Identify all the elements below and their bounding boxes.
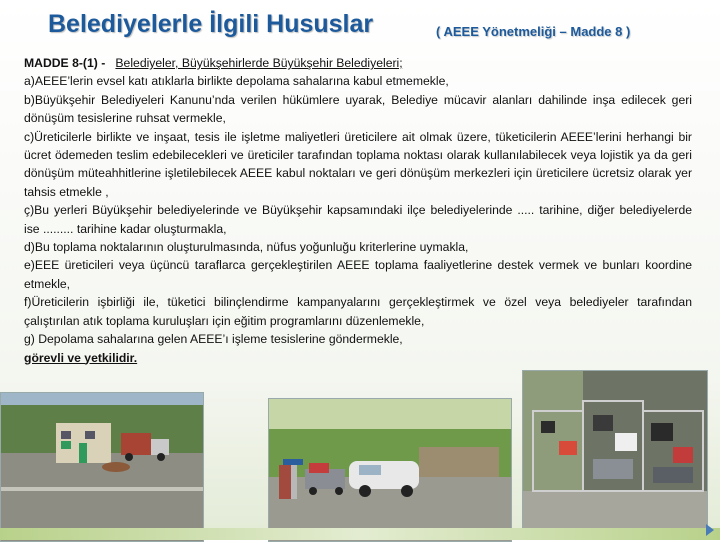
collection-point-photo <box>268 398 512 542</box>
page-subtitle: ( AEEE Yönetmeliği – Madde 8 ) <box>436 24 631 39</box>
title-bar <box>0 0 720 58</box>
madde-intro: Belediyeler, Büyükşehirlerde Büyükşehir Belediyeleri; <box>115 56 403 70</box>
next-arrow-icon <box>706 524 714 536</box>
recycling-site-photo <box>0 392 204 542</box>
list-item-f: f)Üreticilerin işbirliği ile, tüketici bilinçlendirme kampanyalarını gerçekleştirmek ve özel veya belediyeler tarafından çalıştırılan atık toplama kuruluşları için eğitim programlarını düzenlemekle, <box>24 295 692 328</box>
list-item-c-cedilla: ç)Bu yerleri Büyükşehir belediyelerinde ve Büyükşehir kapsamındaki ilçe belediyelerinde ..... tarihine, diğer belediyelerde ise ......... tarihine kadar oluşturmakla, <box>24 203 692 236</box>
list-item-a: a)AEEE’lerin evsel katı atıklarla birlikte depolama sahalarına kabul etmemekle, <box>24 74 449 89</box>
list-item-b: b)Büyükşehir Belediyeleri Kanunu’nda verilen hükümlere uyarak, Belediye mücavir alanları dahilinde inşa edilecek geri dönüşüm tesislerine ruhsat vermekle, <box>24 92 692 126</box>
article-content <box>24 54 692 367</box>
madde-heading <box>24 54 692 72</box>
closing-text: görevli ve yetkilidir. <box>24 350 138 365</box>
footer-accent-bar <box>0 528 720 540</box>
list-item-g: g) Depolama sahalarına gelen AEEE’ı işleme tesislerine göndermekle, <box>24 332 403 347</box>
weee-storage-photo <box>522 370 708 532</box>
madde-number: MADDE 8-(1) - <box>24 56 106 70</box>
list-item-d: d)Bu toplama noktalarının oluşturulmasında, nüfus yoğunluğu kriterlerine uymakla, <box>24 240 469 255</box>
list-item-e: e)EEE üreticileri veya üçüncü taraflarca gerçekleştirilen AEEE toplama faaliyetlerine destek vermek ve bunları koordine etmekle, <box>24 258 692 291</box>
page-title: Belediyelerle İlgili Hususlar <box>48 10 374 38</box>
list-item-c: c)Üreticilerle birlikte ve inşaat, tesis ile işletme maliyetleri üreticilere ait olmak üzere, tüketicilerin AEEE’lerini herhangi bir ücret ödemeden teslim edebilecekleri ve üreticiler tarafından toplama noktası olarak kullanılabilecek veya lojistik ya da geri dönüşüm müteahhitlerine işletilebilecek AEEE kabul noktaları ve geri dönüşüm merkezleri için üreticilere ücretsiz olarak yer tahsis etmekle , <box>24 129 692 199</box>
